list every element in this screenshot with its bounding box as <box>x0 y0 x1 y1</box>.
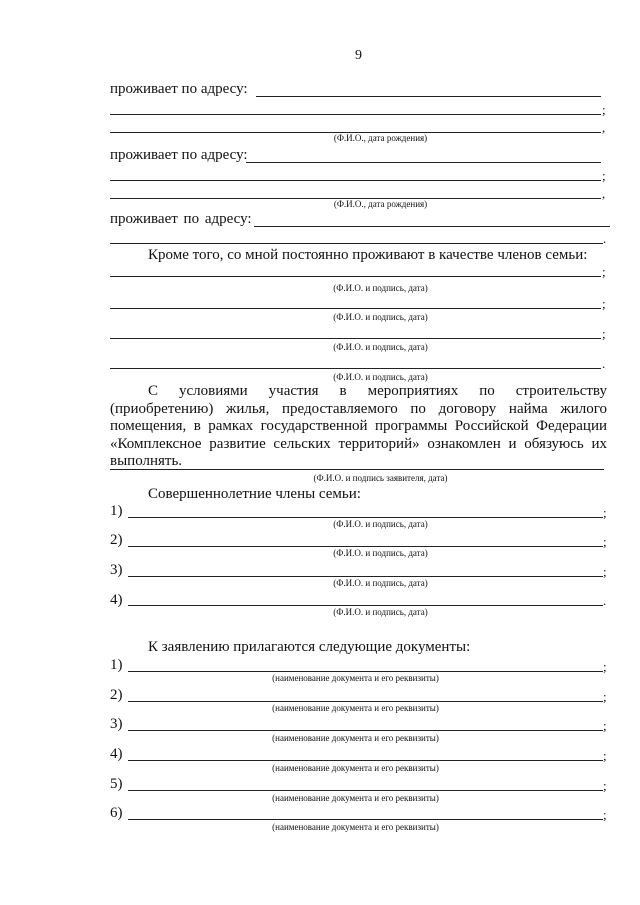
caption-fio-sign: (Ф.И.О. и подпись, дата) <box>333 372 428 382</box>
line-end-semicolon: ; <box>603 748 607 763</box>
line-end-period: . <box>603 593 607 608</box>
doc-line-1 <box>128 671 603 672</box>
caption-fio-sign: (Ф.И.О. и подпись, дата) <box>333 283 428 293</box>
line-end-semicolon: ; <box>602 296 606 311</box>
family-intro: Кроме того, со мной постоянно проживают в качестве членов семьи: <box>148 247 588 263</box>
doc-number: 4) <box>110 746 123 762</box>
adult-member-line-3 <box>128 576 603 577</box>
line-end-semicolon: ; <box>602 102 606 117</box>
line-end-semicolon: ; <box>603 564 607 579</box>
conditions-text: С условиями участия в мероприятиях по строительству (приобретению) жилья, предоставляемого по договору найма жилого помещения, в рамках государственной программы Российской Федерации «Комплексное развитие сельских территорий» ознакомлен и обязуюсь их выполнять. <box>110 383 607 469</box>
doc-number: 3) <box>110 716 123 732</box>
address-label-2: проживает по адресу: <box>110 147 248 163</box>
adult-member-number: 4) <box>110 592 123 608</box>
caption-doc: (наименование документа и его реквизиты) <box>272 703 439 713</box>
caption-fio-dob-2: (Ф.И.О., дата рождения) <box>333 199 428 209</box>
address-line-2 <box>246 162 601 163</box>
caption-fio-sign: (Ф.И.О. и подпись, дата) <box>333 548 428 558</box>
doc-line-5 <box>128 790 603 791</box>
caption-applicant: (Ф.И.О. и подпись заявителя, дата) <box>313 473 448 483</box>
family-member-line-4 <box>110 368 601 369</box>
family-member-line-3 <box>110 338 601 339</box>
caption-doc: (наименование документа и его реквизиты) <box>272 793 439 803</box>
caption-fio-dob-1: (Ф.И.О., дата рождения) <box>333 133 428 143</box>
line-end-semicolon: ; <box>603 534 607 549</box>
doc-number: 2) <box>110 687 123 703</box>
line-end-semicolon: ; <box>602 264 606 279</box>
line-end-comma: , <box>602 120 606 135</box>
family-member-line-2 <box>110 308 601 309</box>
blank-line <box>110 180 601 181</box>
line-end-semicolon: ; <box>602 326 606 341</box>
adult-member-number: 1) <box>110 503 123 519</box>
doc-number: 5) <box>110 776 123 792</box>
doc-line-4 <box>128 760 603 761</box>
adult-member-line-2 <box>128 546 603 547</box>
line-end-semicolon: ; <box>603 778 607 793</box>
page-number: 9 <box>355 48 362 63</box>
blank-line <box>110 243 603 244</box>
blank-line <box>110 114 601 115</box>
line-end-comma: , <box>602 186 606 201</box>
conditions-paragraph <box>110 383 607 471</box>
adult-member-line-4 <box>128 605 603 606</box>
caption-fio-sign: (Ф.И.О. и подпись, дата) <box>333 607 428 617</box>
caption-fio-sign: (Ф.И.О. и подпись, дата) <box>333 519 428 529</box>
address-label-1: проживает по адресу: <box>110 81 248 97</box>
applicant-signature-line <box>110 469 604 470</box>
line-end-semicolon: ; <box>603 807 607 822</box>
adult-member-number: 2) <box>110 532 123 548</box>
line-end-semicolon: ; <box>603 689 607 704</box>
caption-doc: (наименование документа и его реквизиты) <box>272 763 439 773</box>
caption-doc: (наименование документа и его реквизиты) <box>272 673 439 683</box>
address-label-3: проживает по адресу: <box>110 211 252 227</box>
caption-doc: (наименование документа и его реквизиты) <box>272 822 439 832</box>
doc-number: 1) <box>110 657 123 673</box>
line-end-semicolon: ; <box>603 718 607 733</box>
doc-line-6 <box>128 819 603 820</box>
caption-fio-sign: (Ф.И.О. и подпись, дата) <box>333 312 428 322</box>
line-end-period: . <box>603 231 607 246</box>
caption-fio-sign: (Ф.И.О. и подпись, дата) <box>333 342 428 352</box>
attachments-heading: К заявлению прилагаются следующие документы: <box>148 639 471 655</box>
family-member-line-1 <box>110 276 601 277</box>
doc-line-3 <box>128 730 603 731</box>
address-line-3 <box>254 226 610 227</box>
adult-member-line-1 <box>128 517 603 518</box>
caption-doc: (наименование документа и его реквизиты) <box>272 733 439 743</box>
adult-members-heading: Совершеннолетние члены семьи: <box>148 486 361 502</box>
adult-member-number: 3) <box>110 562 123 578</box>
line-end-semicolon: ; <box>602 168 606 183</box>
line-end-semicolon: ; <box>603 505 607 520</box>
caption-fio-sign: (Ф.И.О. и подпись, дата) <box>333 578 428 588</box>
doc-line-2 <box>128 701 603 702</box>
doc-number: 6) <box>110 805 123 821</box>
line-end-period: . <box>602 356 606 371</box>
address-line-1 <box>256 96 601 97</box>
line-end-semicolon: ; <box>603 659 607 674</box>
